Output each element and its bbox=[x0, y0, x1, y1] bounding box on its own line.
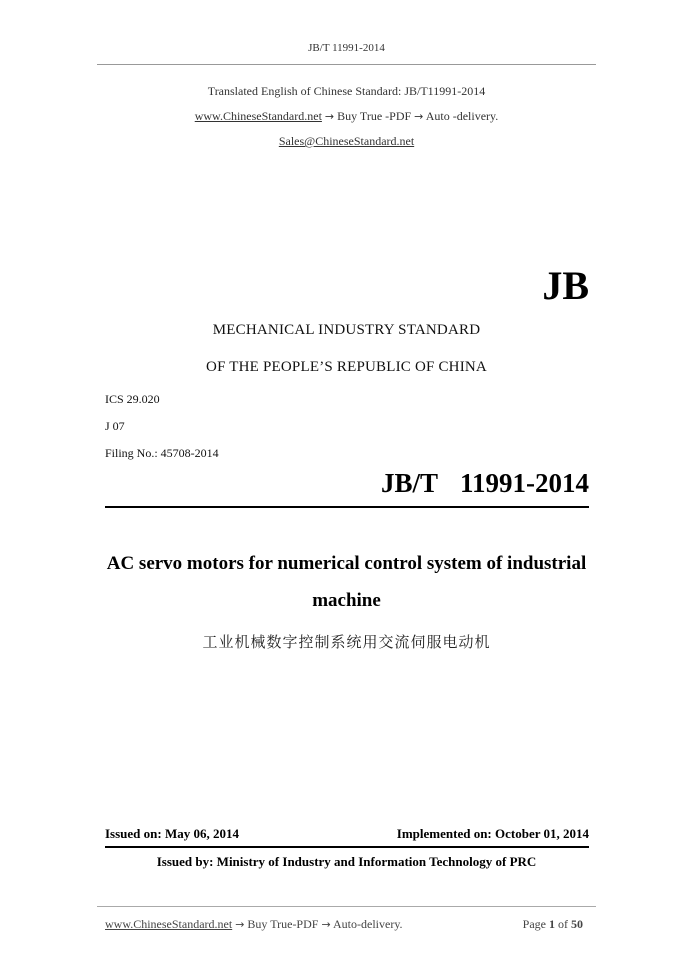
implemented-on: Implemented on: October 01, 2014 bbox=[396, 826, 589, 841]
jb-logo: JB bbox=[542, 263, 589, 308]
promo-line bbox=[0, 109, 693, 124]
page-total: 50 bbox=[571, 917, 583, 931]
standard-code: 11991-2014 bbox=[459, 468, 589, 498]
footer-divider bbox=[97, 906, 596, 907]
standard-category-line1: MECHANICAL INDUSTRY STANDARD bbox=[212, 322, 481, 338]
arrow-right-icon: → bbox=[414, 110, 424, 123]
standard-prefix: JB/T bbox=[380, 468, 438, 498]
standard-category-line2: OF THE PEOPLE’S REPUBLIC OF CHINA bbox=[206, 359, 487, 375]
running-header: JB/T 11991-2014 bbox=[308, 42, 385, 54]
issued-by: Issued by: Ministry of Industry and Information Technology of PRC bbox=[156, 854, 537, 869]
header-divider bbox=[97, 64, 596, 65]
buy-text: Buy True -PDF bbox=[337, 109, 412, 123]
email-link[interactable]: Sales@ChineseStandard.net bbox=[278, 134, 415, 148]
footer-promo bbox=[105, 917, 403, 932]
title-en-line1: AC servo motors for numerical control system of industrial bbox=[106, 553, 587, 574]
issued-on: Issued on: May 06, 2014 bbox=[105, 826, 239, 841]
translation-notice: Translated English of Chinese Standard: JB/T11991-2014 bbox=[207, 84, 486, 98]
title-rule bbox=[105, 506, 589, 508]
title-cn: 工业机械数字控制系统用交流伺服电动机 bbox=[202, 633, 491, 651]
footer-auto-text: Auto-delivery. bbox=[333, 917, 403, 931]
page-label: Page bbox=[522, 917, 546, 931]
auto-delivery-text: Auto -delivery. bbox=[425, 109, 499, 123]
arrow-right-icon: → bbox=[321, 918, 331, 931]
footer-buy-text: Buy True-PDF bbox=[247, 917, 319, 931]
page-indicator bbox=[523, 917, 583, 932]
arrow-right-icon: → bbox=[235, 918, 245, 931]
title-en-line2: machine bbox=[312, 590, 381, 611]
email-line bbox=[0, 134, 693, 149]
standard-number bbox=[381, 468, 589, 499]
site-link[interactable]: www.ChineseStandard.net bbox=[194, 109, 322, 123]
issue-rule bbox=[105, 846, 589, 848]
arrow-right-icon: → bbox=[324, 110, 335, 123]
page-number: 1 bbox=[549, 917, 555, 931]
footer-site-link[interactable]: www.ChineseStandard.net bbox=[105, 917, 233, 931]
ics-code: ICS 29.020 bbox=[105, 392, 160, 406]
of-label: of bbox=[558, 917, 568, 931]
ccs-code: J 07 bbox=[105, 419, 125, 433]
filing-number: Filing No.: 45708-2014 bbox=[105, 446, 219, 460]
